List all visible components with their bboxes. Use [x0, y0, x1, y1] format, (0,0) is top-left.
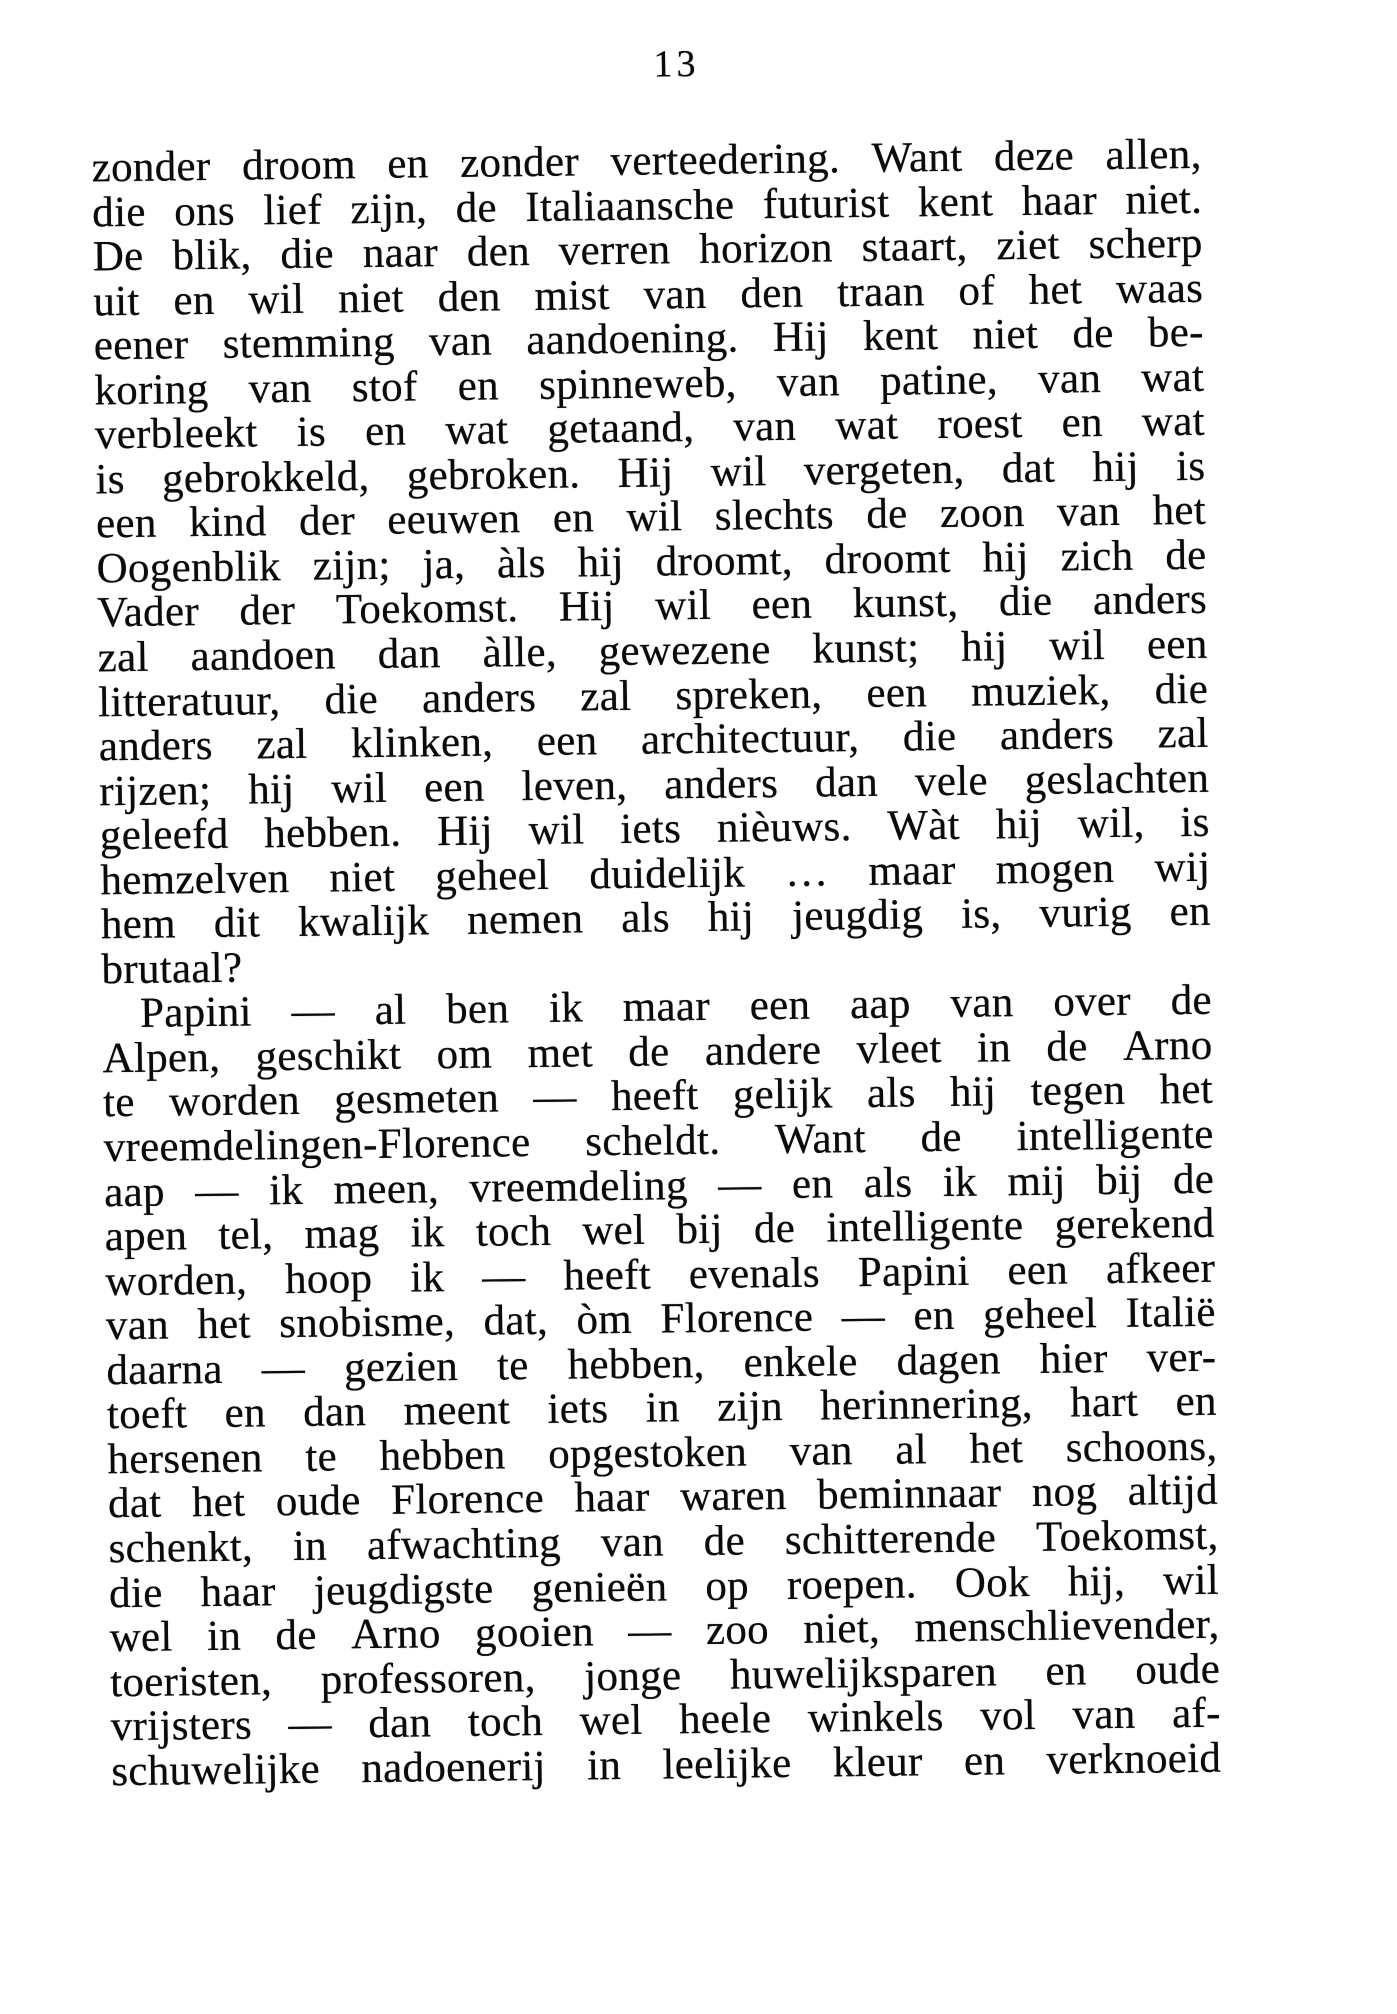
text-line: hersenen te hebben opgestoken van al het schoons,: [107, 1422, 1218, 1484]
text-line: toeristen, professoren, jonge huwelijksparen en oude: [109, 1645, 1221, 1706]
text-line: daarna — gezien te hebben, enkele dagen hier ver-: [106, 1333, 1217, 1395]
text-line: dat het oude Florence haar waren beminnaar nog altijd: [107, 1467, 1219, 1528]
text-line: hemzelven niet geheel duidelijk … maar mogen wij: [100, 843, 1211, 905]
text-line: brutaal?: [101, 944, 243, 994]
text-line: litteratuur, die anders zal spreken, een muziek, die: [97, 665, 1209, 726]
text-line: is gebrokkeld, gebroken. Hij wil vergeten, dat hij is: [95, 442, 1206, 504]
text-line: Vader der Toekomst. Hij wil een kunst, die anders: [96, 576, 1208, 637]
text-line: Papini — al ben ik maar een aap van over de: [139, 977, 1213, 1038]
text-line: toeft en dan meent iets in zijn herinnering, hart en: [106, 1378, 1218, 1439]
text-line: Oogenblik zijn; ja, àls hij droomt, droomt hij zich de: [96, 531, 1207, 593]
text-line: apen tel, mag ik toch wel bij de intelligente gerekend: [104, 1199, 1215, 1261]
text-line: die ons lief zijn, de Italiaansche futurist kent haar niet.: [91, 175, 1203, 236]
text-line: koring van stof en spinneweb, van patine, van wat: [94, 353, 1205, 415]
text-line: schuwelijke nadoenerij in leelijke kleur en verknoeid: [111, 1734, 1222, 1795]
text-line: verbleekt is en wat getaand, van wat roest en wat: [94, 398, 1206, 459]
text-line: worden, hoop ik — heeft evenals Papini een afkeer: [105, 1244, 1216, 1305]
text-line: zal aandoen dan àlle, gewezene kunst; hij wil een: [97, 620, 1208, 682]
text-line: Alpen, geschikt om met de andere vleet in de Arno: [102, 1021, 1213, 1083]
text-line: aap — ik meen, vreemdeling — en als ik mij bij de: [103, 1155, 1215, 1216]
page-number: 13: [653, 42, 700, 86]
text-line: een kind der eeuwen en wil slechts de zoon van het: [95, 487, 1207, 548]
text-line: rijzen; hij wil een leven, anders dan vele geslachten: [99, 754, 1210, 815]
text-line: zonder droom en zonder verteedering. Want deze allen,: [91, 130, 1202, 192]
text-line: eener stemming van aandoening. Hij kent niet de be-: [93, 308, 1204, 370]
text-line: schenkt, in afwachting van de schitterende Toekomst,: [108, 1511, 1219, 1573]
text-line: te worden gesmeten — heeft gelijk als hij tegen het: [102, 1066, 1214, 1127]
text-line: wel in de Arno gooien — zoo niet, menschlievender,: [109, 1600, 1220, 1662]
text-line: geleefd hebben. Hij wil iets nièuws. Wàt hij wil, is: [99, 798, 1210, 860]
text-line: De blik, die naar den verren horizon staart, ziet scherp: [92, 219, 1203, 281]
text-line: hem dit kwalijk nemen als hij jeugdig is, vurig en: [100, 888, 1212, 949]
text-line: vreemdelingen-Florence scheldt. Want de intelligente: [103, 1110, 1214, 1172]
text-line: die haar jeugdigste genieën op roepen. Ook hij, wil: [108, 1556, 1220, 1617]
text-line: van het snobisme, dat, òm Florence — en geheel Italië: [105, 1288, 1217, 1350]
text-line: uit en wil niet den mist van den traan of het waas: [93, 264, 1204, 325]
text-column: [91, 130, 1222, 1795]
text-line: vrijsters — dan toch wel heele winkels vol van af-: [110, 1689, 1221, 1751]
text-line: anders zal klinken, een architectuur, die anders zal: [98, 709, 1209, 771]
